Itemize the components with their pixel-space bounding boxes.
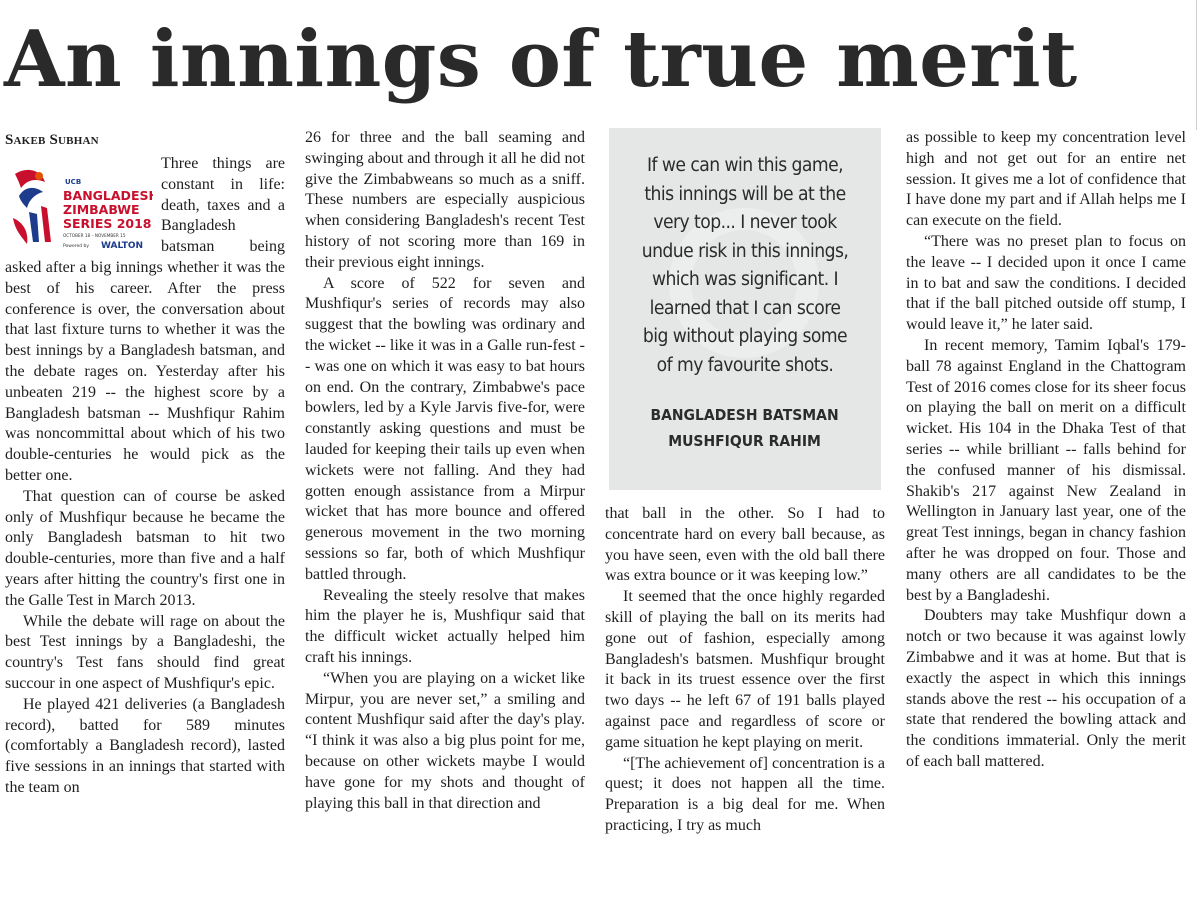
column-3 <box>605 128 885 903</box>
paragraph: as possible to keep my concentration level high and not get out for an entire net session. It gives me a lot of confidence that I have done my part and if Allah helps me I can execute on the field. <box>906 129 1186 230</box>
series-logo-image <box>5 156 153 252</box>
svg-text:Powered by: Powered by <box>63 244 90 249</box>
paragraph: While the debate will rage on about the best Test innings by a Bangladeshi, the country's Test fans should find great succour in one aspect of Mushfiqur's epic. <box>5 612 285 692</box>
column-1 <box>5 128 285 903</box>
paragraph: It seemed that the once highly regarded skill of playing the ball on its merits had gone out of fashion, especially among Bangladesh's batsmen. Mushfiqur brought it back in its truest essence over the first two days -- he left 67 of 191 balls played against pace and regardless of score or game situation he kept playing on merit. <box>605 588 885 751</box>
pull-quote-attribution <box>651 402 839 454</box>
headline: An innings of true merit <box>4 14 1078 105</box>
paragraph: Revealing the steely resolve that makes him the player he is, Mushfiqur said that the difficult wicket actually helped him craft his innings. <box>305 586 585 666</box>
pull-quote <box>609 128 881 490</box>
byline: Sakeb Subhan <box>5 132 99 148</box>
svg-text:BANGLADESH: BANGLADESH <box>63 188 153 203</box>
column-4 <box>906 128 1186 903</box>
paragraph: In recent memory, Tamim Iqbal's 179-ball 78 against England in the Chattogram Test of 2016 comes close for its sheer focus on playing the ball on merit on a difficult wicket. His 104 in the Dhaka Test of that series -- while brilliant -- falls behind for the confused manner of his dismissal. Shakib's 217 against New Zealand in Wellington in January last year, one of the great Test innings, began in chancy fashion after he was dropped on four. Those and many others are all candidates to be the best by a Bangladeshi. <box>906 336 1186 604</box>
svg-text:OCTOBER 18 – NOVEMBER 15: OCTOBER 18 – NOVEMBER 15 <box>63 233 126 238</box>
svg-text:SERIES 2018: SERIES 2018 <box>63 216 152 231</box>
paragraph: that ball in the other. So I had to concentrate hard on every ball because, as you have seen, even with the old ball there was extra bounce or it was keeping low.” <box>605 505 885 585</box>
paragraph: “When you are playing on a wicket like Mirpur, you are never set,” a smiling and content Mushfiqur said after the day's play. “I think it was also a big plus point for me, because on other wickets maybe I would have gone for my shots and thought of playing this ball in that direction and <box>305 669 585 812</box>
paragraph: He played 421 deliveries (a Bangladesh record), batted for 589 minutes (comfortably a Bangladesh record), lasted five sessions in an innings that started with the team on <box>5 695 285 796</box>
svg-text:WALTON: WALTON <box>101 241 144 251</box>
svg-text:ZIMBABWE: ZIMBABWE <box>63 202 140 217</box>
pull-quote-text: If we can win this game, this innings will be at the very top... I never took undue risk in this innings, which was significant. I learned that I can score big without playing some of my favourite shots. <box>641 155 849 376</box>
attribution-role: BANGLADESH BATSMAN <box>650 406 840 424</box>
series-logo <box>5 156 153 252</box>
paragraph: That question can of course be asked only of Mushfiqur because he became the only Bangladesh batsman to hit two double-centuries, more than five and a half years after hitting the country's first one in the Galle Test in March 2013. <box>5 487 285 609</box>
paragraph: “[The achievement of] concentration is a quest; it does not happen all the time. Preparation is a big deal for me. When practicing, I try as much <box>605 754 885 834</box>
column-rule <box>1196 0 1197 130</box>
paragraph: 26 for three and the ball seaming and swinging about and through it all he did not give the Zimbabweans so much as a sniff. These numbers are especially auspicious when considering Bangladesh's recent Test history of not scoring more than 169 in their previous eight innings. <box>305 129 585 271</box>
svg-text:UCB: UCB <box>65 178 82 186</box>
paragraph: “There was no preset plan to focus on the leave -- I decided upon it once I came in to bat and saw the conditions. I decided that if the ball pitched outside off stump, I would leave it,” he later said. <box>906 232 1186 334</box>
paragraph: Doubters may take Mushfiqur down a notch or two because it was against lowly Zimbabwe and it was at home. But that is exactly the aspect in which this innings stands above the rest -- his occupation of a state that rendered the bowling attack and the conditions immaterial. Only the merit of each ball mattered. <box>906 607 1186 770</box>
paragraph: A score of 522 for seven and Mushfiqur's series of records may also suggest that the bowling was ordinary and the wicket -- like it was in a Galle run-fest -- was one on which it was easy to bat hours on end. On the contrary, Zimbabwe's pace bowlers, led by a Kyle Jarvis five-for, were constantly asking questions and must be lauded for keeping their tails up even when wickets were not falling. And they had gotten enough assistance from a Mirpur wicket that has more bounce and offered generous movement in the two morning sessions so far, both of which Mushfiqur battled through. <box>305 274 585 583</box>
column-2 <box>305 128 585 903</box>
attribution-name: MUSHFIQUR RAHIM <box>668 432 822 450</box>
paragraph: Three things are constant in life: death, taxes and a Bangladesh batsman being asked after a big innings whether it was the best of his career. After the press conference is over, the conversation about that last fixture turns to whether it was the best innings by a Bangladesh batsman, and the debate rages on. Yesterday after his unbeaten 219 -- the highest score by a Bangladesh batsman -- Mushfiqur Rahim was noncommittal about which of his two double-centuries he would pick as the better one. <box>5 155 285 484</box>
